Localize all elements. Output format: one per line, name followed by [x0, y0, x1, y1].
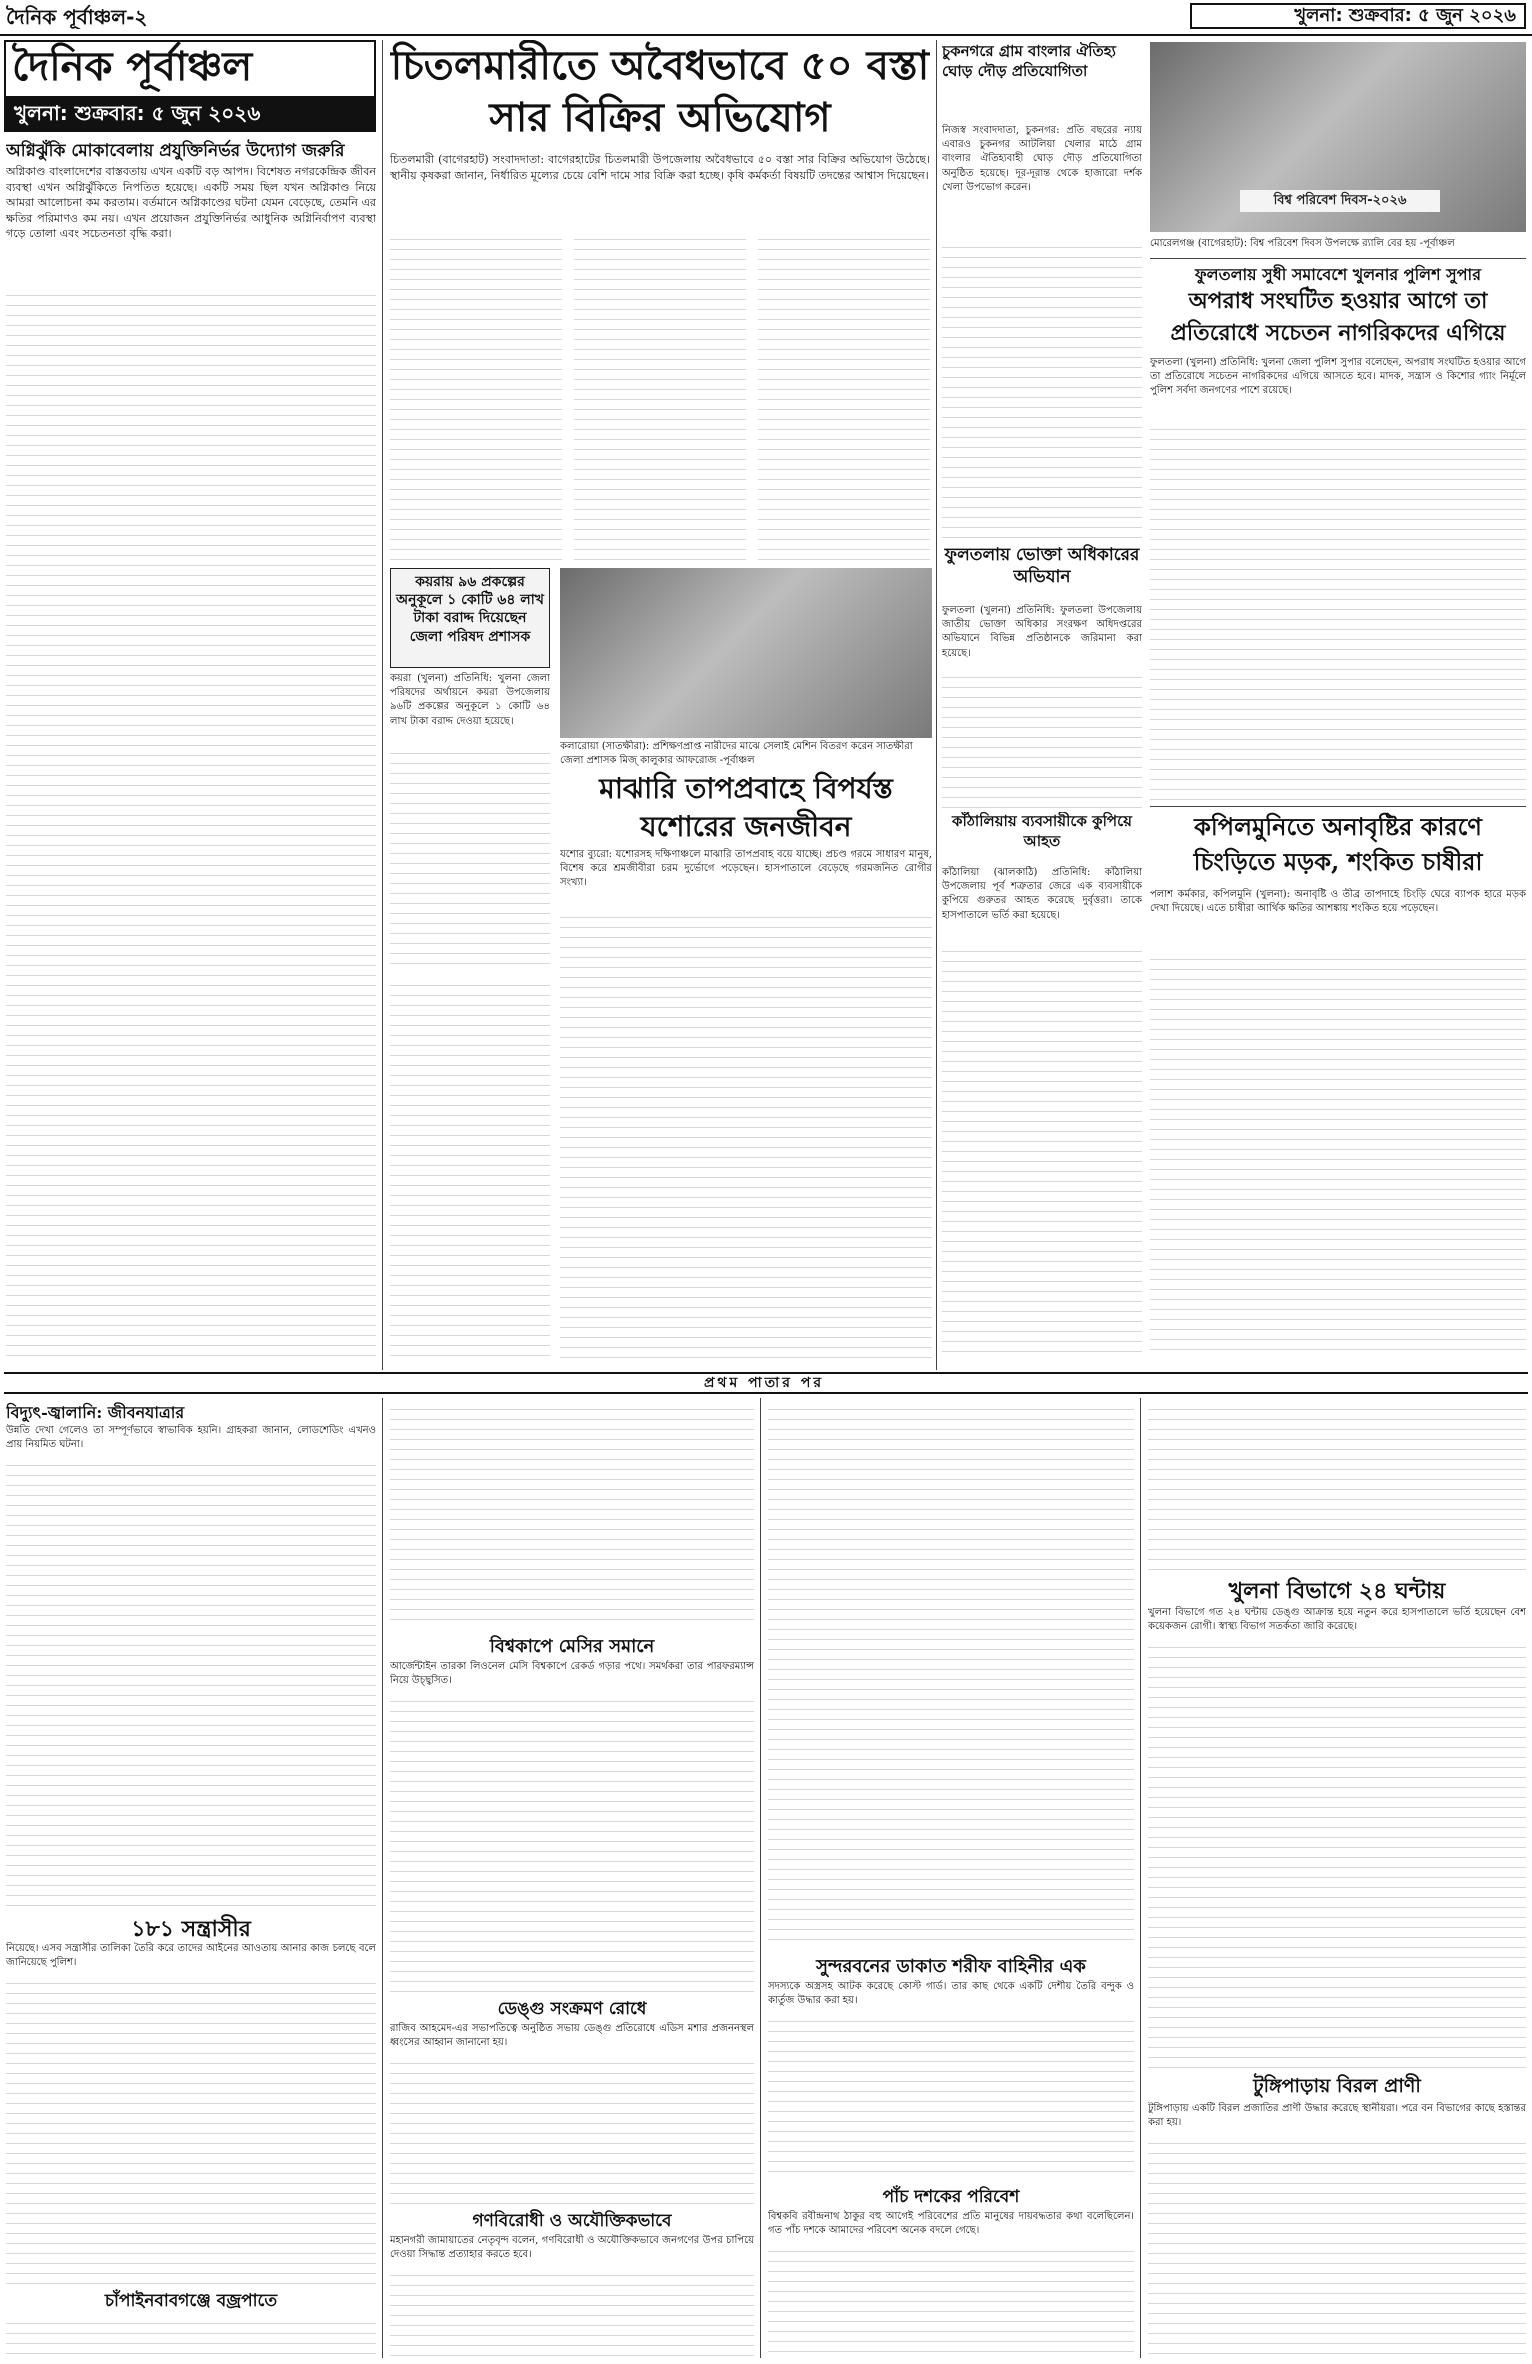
- dengue-headline: ডেঙ্গু সংক্রমণ রোধে: [497, 1999, 647, 2019]
- messi-text-continued: [390, 1692, 754, 1992]
- lead-text-col-3: [758, 230, 930, 560]
- lead-text-col-1: [390, 230, 562, 560]
- masthead: [4, 40, 376, 132]
- col4-continued-text: [1148, 1400, 1526, 1570]
- dengue-body: রাজিব আহমেদ-এর সভাপতিত্বে অনুষ্ঠিত সভায় ডেঙ্গু প্রতিরোধে এডিস মশার প্রজননস্থল ধ্বংসের আহ্বান জানানো হয়।: [390, 2023, 754, 2049]
- grant-col-lower: [390, 976, 550, 1358]
- kathaliya-headline: কাঁঠালিয়ায় ব্যবসায়ীকে কুপিয়ে আহত: [952, 812, 1132, 850]
- power-text-continued: [6, 1456, 376, 1908]
- grant-headline: কয়রায় ৯৬ প্রকল্পের অনুকূলে ১ কোটি ৬৪ লাখ টাকা বরাদ্দ দিয়েছেন জেলা পরিষদ প্রশাসক: [390, 568, 550, 668]
- fifty-years-text-continued: [768, 2242, 1134, 2358]
- chapai-text: [6, 2314, 376, 2358]
- grant-text-continued: [390, 744, 550, 970]
- heat-body: যশোর ব্যুরো: যশোরসহ দক্ষিণাঞ্চলে মাঝারি তাপপ্রবাহ বয়ে যাচ্ছে। প্রচণ্ড গরমে সাধারণ মানুষ, বিশেষ করে শ্রমজীবীরা চরম দুর্ভোগে পড়েছেন। হাসপাতালে বেড়েছে গরমজনিত রোগীর সংখ্যা।: [560, 849, 932, 889]
- header-page-label: দৈনিক পূর্বাঞ্চল-২: [6, 5, 148, 29]
- masthead-date: খুলনা: শুক্রবার: ৫ জুন ২০২৬: [6, 96, 374, 130]
- sewing-machine-caption: কলারোয়া (সাতক্ষীরা): প্রশিক্ষণপ্রাপ্ত নারীদের মাঝে সেলাই মেশিন বিতরণ করেন সাতক্ষীরা জেলা প্রশাসক মিজ্ কালুকার আফরোজ -পূর্বাঞ্চল: [560, 741, 913, 766]
- sundarban-text-continued: [768, 2012, 1134, 2180]
- tungipara-body: টুঙ্গিপাড়ায় একটি বিরল প্রজাতির প্রাণী উদ্ধার করেছে স্থানীয়রা। পরে বন বিভাগের কাছে হস্তান্তর করা হয়।: [1148, 2103, 1526, 2129]
- header-date-box: খুলনা: শুক্রবার: ৫ জুন ২০২৬: [1190, 3, 1526, 29]
- khulna24-body: খুলনা বিভাগে গত ২৪ ঘন্টায় ডেঙ্গু আক্রান্ত হয়ে নতুন করে হাসপাতালে ভর্তি হয়েছেন বেশ কয়েকজন রোগী। স্বাস্থ্য বিভাগ সতর্কতা জারি করেছে।: [1148, 1607, 1526, 1633]
- environment-rally-caption: মোরেলগঞ্জ (বাগেরহাট): বিশ্ব পরিবেশ দিবস উপলক্ষে র‍্যালি বের হয় -পূর্বাঞ্চল: [1150, 238, 1455, 249]
- sundarban-body: সদস্যকে অস্ত্রসহ আটক করেছে কোস্ট গার্ড। তার কাছ থেকে একটি দেশীয় তৈরি বন্দুক ও কার্তুজ উদ্ধার করা হয়।: [768, 1981, 1134, 2007]
- tungipara-text-continued: [1148, 2134, 1526, 2358]
- khulna24-text-continued: [1148, 1638, 1526, 2068]
- header-bar: [0, 0, 1532, 32]
- messi-headline: বিশ্বকাপে মেসির সমানে: [489, 1636, 655, 1657]
- police-body: ফুলতলা (খুলনা) প্রতিনিধি: খুলনা জেলা পুলিশ সুপার বলেছেন, অপরাধ সংঘটিত হওয়ার আগে তা প্রতিরোধে সচেতন নাগরিকদের এগিয়ে আসতে হবে। মাদক, সন্ত্রাস ও কিশোর গ্যাং নির্মূলে পুলিশ সর্বদা জনগণের পাশে রয়েছে।: [1150, 357, 1526, 397]
- sewing-machine-photo: [560, 568, 932, 738]
- lead-text-col-2: [574, 230, 746, 560]
- lead-headline: চিতলমারীতে অবৈধভাবে ৫০ বস্তা সার বিক্রির অভিযোগ: [390, 42, 930, 141]
- fultola-body: ফুলতলা (খুলনা) প্রতিনিধি: ফুলতলা উপজেলায় জাতীয় ভোক্তা অধিকার সংরক্ষণ অধিদপ্তরের অভিযানে বিভিন্ন প্রতিষ্ঠানকে জরিমানা করা হয়েছে।: [942, 605, 1142, 659]
- police-headline: অপরাধ সংঘটিত হওয়ার আগে তা প্রতিরোধে সচেতন নাগরিকদের এগিয়ে: [1170, 288, 1506, 346]
- fultola-text-continued: [942, 668, 1142, 808]
- grant-body: কয়রা (খুলনা) প্রতিনিধি: খুলনা জেলা পরিষদের অর্থায়নে কয়রা উপজেলায় ৯৬টি প্রকল্পের অনুকূলে ১ কোটি ৬৪ লাখ টাকা বরাদ্দ দেওয়া হয়েছে।: [390, 673, 550, 727]
- heat-headline: মাঝারি তাপপ্রবাহে বিপর্যস্ত যশোরের জনজীবন: [599, 772, 893, 843]
- chapai-headline: চাঁপাইনবাবগঞ্জে বজ্রপাতে: [104, 2291, 278, 2311]
- kathaliya-text-continued: [942, 942, 1142, 1358]
- terror-headline: ১৮১ সন্ত্রাসীর: [131, 1916, 251, 1940]
- col3-continued-text: [768, 1400, 1134, 1948]
- kapilmuni-headline: কপিলমুনিতে অনাবৃষ্টির কারণে চিংড়িতে মড়ক, শংকিত চাষীরা: [1193, 812, 1483, 876]
- police-kicker: ফুলতলায় সুধী সমাবেশে খুলনার পুলিশ সুপার: [1194, 265, 1482, 284]
- power-headline: বিদ্যুৎ-জ্বালানি: জীবনযাত্রার: [6, 1403, 185, 1422]
- power-body: উন্নতি দেখা গেলেও তা সম্পূর্ণভাবে স্বাভাবিক হয়নি। গ্রাহকরা জানান, লোডশেডিং এখনও প্রায় নিয়মিত ঘটনা।: [6, 1425, 376, 1451]
- continued-bar: [4, 1372, 1528, 1394]
- sundarban-headline: সুন্দরবনের ডাকাত শরীফ বাহিনীর এক: [816, 1956, 1086, 1977]
- kapilmuni-body: পলাশ কর্মকার, কপিলমুনি (খুলনা): অনাবৃষ্টি ও তীব্র তাপদাহে চিংড়ি ঘেরে ব্যাপক হারে মড়ক দেখা দিয়েছে। এতে চাষীরা আর্থিক ক্ষতির আশঙ্কায় শংকিত হয়ে পড়েছেন।: [1150, 889, 1526, 915]
- fifty-years-headline: পাঁচ দশকের পরিবেশ: [882, 2187, 1020, 2207]
- khulna24-headline: খুলনা বিভাগে ২৪ ঘন্টায়: [1228, 1578, 1446, 1604]
- editorial-title: অগ্নিঝুঁকি মোকাবেলায় প্রযুক্তিনির্ভর উদ্যোগ জরুরি: [6, 141, 345, 161]
- terror-body: নিয়েছে। এসব সন্ত্রাসীর তালিকা তৈরি করে তাদের আইনের আওতায় আনার কাজ চলছে বলে জানিয়েছে পুলিশ।: [6, 1943, 376, 1969]
- messi-body: আর্জেন্টাইন তারকা লিওনেল মেসি বিশ্বকাপে রেকর্ড গড়ার পথে। সমর্থকরা তার পারফরম্যান্স নিয়ে উচ্ছ্বসিত।: [390, 1661, 754, 1687]
- col2-continued-text: [390, 1400, 754, 1628]
- editorial-text-continued: [6, 286, 376, 1360]
- horse-race-body: নিজস্ব সংবাদদাতা, চুকনগর: প্রতি বছরের ন্যায় এবারও চুকনগর আটলিয়া খেলার মাঠে গ্রাম বাংলার ঐতিহ্যবাহী ঘোড় দৌড় প্রতিযোগিতা অনুষ্ঠিত হয়েছে। দূর-দূরান্ত থেকে হাজারো দর্শক খেলা উপভোগ করেন।: [942, 125, 1142, 193]
- lead-body: চিতলমারী (বাগেরহাট) সংবাদদাতা: বাগেরহাটের চিতলমারী উপজেলায় অবৈধভাবে ৫০ বস্তা সার বিক্রির অভিযোগ উঠেছে। স্থানীয় কৃষকরা জানান, নির্ধারিত মূল্যের চেয়ে বেশি দামে সার বিক্রি করা হচ্ছে। কৃষি কর্মকর্তা বিষয়টি তদন্তের আশ্বাস দিয়েছেন।: [390, 153, 930, 182]
- kapilmuni-text-continued: [1150, 950, 1526, 1358]
- heat-text-continued: [560, 908, 932, 1358]
- dengue-text-continued: [390, 2054, 754, 2204]
- masthead-title: দৈনিক পূর্বাঞ্চল: [12, 43, 253, 90]
- police-text-continued: [1150, 420, 1526, 800]
- democracy-headline: গণবিরোধী ও অযৌক্তিকভাবে: [472, 2211, 672, 2231]
- rally-banner: বিশ্ব পরিবেশ দিবস-২০২৬: [1240, 190, 1440, 212]
- horse-race-text-continued: [942, 238, 1142, 538]
- kathaliya-body: কাঁঠালিয়া (ঝালকাঠি) প্রতিনিধি: কাঁঠালিয়া উপজেলায় পূর্ব শত্রুতার জেরে এক ব্যবসায়ীকে কুপিয়ে গুরুতর আহত করেছে দুর্বৃত্তরা। তাকে হাসপাতালে ভর্তি করা হয়েছে।: [942, 867, 1142, 921]
- fultola-headline: ফুলতলায় ভোক্তা অধিকারের অভিযান: [944, 545, 1140, 588]
- democracy-body: মহানগরী জামায়াতের নেতৃবৃন্দ বলেন, গণবিরোধী ও অযৌক্তিকভাবে জনগণের উপর চাপিয়ে দেওয়া সিদ্ধান্ত প্রত্যাহার করতে হবে।: [390, 2235, 754, 2261]
- editorial-body: অগ্নিকাণ্ড বাংলাদেশের বাস্তবতায় এখন একটি বড় আপদ। বিশেষত নগরকেন্দ্রিক জীবন ব্যবস্থা এখন অগ্নিঝুঁকিতে নিপতিত হয়েছে। একটি সময় ছিল যখন অগ্নিকাণ্ড নিয়ে আমরা আলোচনা কম করতাম। বর্তমানে অগ্নিকাণ্ডের ঘটনা যেমন বেড়েছে, তেমনি এর ক্ষতির পরিমাণও কম নয়। এখন প্রয়োজন প্রযুক্তিনির্ভর আধুনিক অগ্নিনির্বাপণ ব্যবস্থা গড়ে তোলা এবং সচেতনতা বৃদ্ধি করা।: [6, 165, 376, 241]
- terror-text-continued: [6, 1974, 376, 2284]
- tungipara-headline: টুঙ্গিপাড়ায় বিরল প্রাণী: [1253, 2075, 1421, 2097]
- continued-label: প্রথম পাতার পর: [703, 1375, 825, 1391]
- fifty-years-body: বিশ্বকবি রবীন্দ্রনাথ ঠাকুর বহু আগেই পরিবেশের প্রতি মানুষের দায়বদ্ধতার কথা বলেছিলেন। গত পাঁচ দশকে আমাদের পরিবেশ অনেক বদলে গেছে।: [768, 2211, 1134, 2237]
- horse-race-headline: চুকনগরে গ্রাম বাংলার ঐতিহ্য ঘোড় দৌড় প্রতিযোগিতা: [942, 42, 1116, 80]
- democracy-text-continued: [390, 2266, 754, 2358]
- environment-rally-photo: [1150, 42, 1526, 232]
